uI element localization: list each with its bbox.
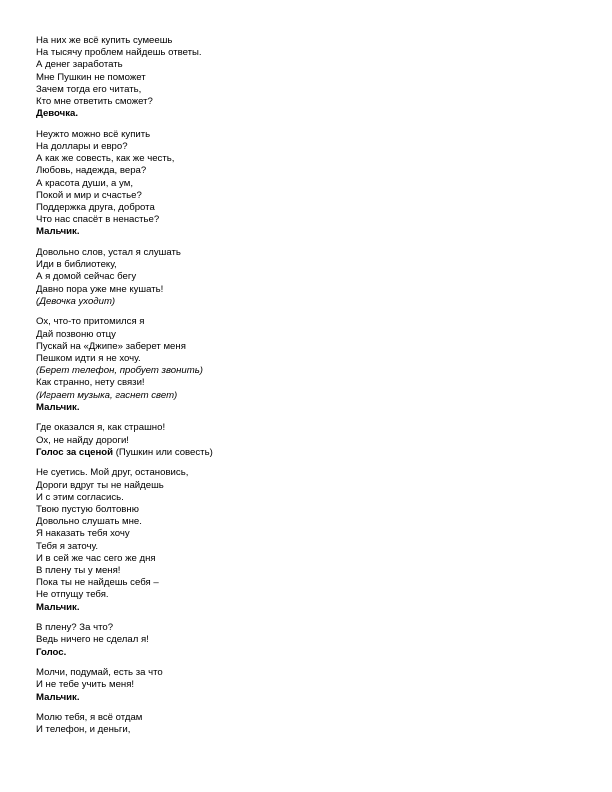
speaker-note: (Пушкин или совесть) xyxy=(113,446,213,458)
verse-line xyxy=(36,271,576,283)
verse-line xyxy=(36,565,576,577)
verse-line xyxy=(36,480,576,492)
stage-direction xyxy=(36,390,576,402)
line-text: Кто мне ответить сможет? xyxy=(36,96,153,108)
line-text: Давно пора уже мне кушать! xyxy=(36,283,164,295)
line-text: Покой и мир и счастье? xyxy=(36,189,142,201)
verse-line xyxy=(36,553,576,565)
verse-line xyxy=(36,316,576,328)
line-text: Пускай на «Джипе» заберет меня xyxy=(36,340,186,352)
verse-line xyxy=(36,577,576,589)
line-text: Зачем тогда его читать, xyxy=(36,83,142,95)
verse-line xyxy=(36,284,576,296)
line-text: Голос за сценой xyxy=(36,446,114,458)
line-text: А как же совесть, как же честь, xyxy=(36,153,175,165)
line-text: В плену ты у меня! xyxy=(36,565,121,577)
line-text: И не тебе учить меня! xyxy=(36,679,135,691)
line-text: Иди в библиотеку, xyxy=(36,259,117,271)
line-text: Поддержка друга, доброта xyxy=(36,202,155,214)
stanza xyxy=(36,35,576,120)
verse-line xyxy=(36,129,576,141)
line-text: (Играет музыка, гаснет свет) xyxy=(36,389,178,401)
stanza xyxy=(36,247,576,308)
stanza xyxy=(36,667,576,704)
verse-line xyxy=(36,84,576,96)
line-text: Довольно слушать мне. xyxy=(36,516,142,528)
line-text: Пока ты не найдешь себя – xyxy=(36,577,159,589)
line-text: На них же всё купить сумеешь xyxy=(36,35,173,46)
line-text: А денег заработать xyxy=(36,59,123,71)
verse-line xyxy=(36,202,576,214)
verse-line xyxy=(36,435,576,447)
verse-line xyxy=(36,516,576,528)
line-text: Мальчик. xyxy=(36,691,80,703)
verse-line xyxy=(36,422,576,434)
line-text: А я домой сейчас бегу xyxy=(36,271,137,283)
line-text: Девочка. xyxy=(36,108,79,120)
stanza xyxy=(36,712,576,736)
verse-line xyxy=(36,178,576,190)
verse-line xyxy=(36,634,576,646)
line-text: (Девочка уходит) xyxy=(36,295,116,307)
line-text: Голос. xyxy=(36,646,67,658)
speaker-label xyxy=(36,402,576,414)
line-text: И в сей же час сего же дня xyxy=(36,552,156,564)
line-text: Как странно, нету связи! xyxy=(36,377,145,389)
verse-line xyxy=(36,492,576,504)
stanza xyxy=(36,622,576,659)
line-text: А красота души, а ум, xyxy=(36,177,133,189)
verse-line xyxy=(36,165,576,177)
verse-line xyxy=(36,59,576,71)
line-text: Ох, не найду дороги! xyxy=(36,434,129,446)
line-text: Тебя я заточу. xyxy=(36,540,98,552)
line-text: Любовь, надежда, вера? xyxy=(36,165,147,177)
stage-direction xyxy=(36,296,576,308)
line-text: Ох, что-то притомился я xyxy=(36,316,145,328)
speaker-label xyxy=(36,692,576,704)
line-text: И с этим согласись. xyxy=(36,491,124,503)
line-text: Где оказался я, как страшно! xyxy=(36,422,166,434)
verse-line xyxy=(36,622,576,634)
line-text: В плену? За что? xyxy=(36,622,114,634)
line-text: (Берет телефон, пробует звонить) xyxy=(36,365,203,377)
verse-line xyxy=(36,214,576,226)
stanza xyxy=(36,129,576,239)
verse-line xyxy=(36,377,576,389)
line-text: Не отпущу тебя. xyxy=(36,589,109,601)
line-text: Молю тебя, я всё отдам xyxy=(36,712,143,724)
line-text: На тысячу проблем найдешь ответы. xyxy=(36,47,202,59)
line-text: Мальчик. xyxy=(36,401,80,413)
line-text: Мальчик. xyxy=(36,601,80,613)
speaker-label xyxy=(36,226,576,238)
verse-line xyxy=(36,667,576,679)
verse-line xyxy=(36,467,576,479)
speaker-label xyxy=(36,108,576,120)
speaker-label xyxy=(36,447,576,459)
verse-line xyxy=(36,259,576,271)
line-text: Что нас спасёт в ненастье? xyxy=(36,214,160,226)
verse-line xyxy=(36,72,576,84)
speaker-label xyxy=(36,647,576,659)
line-text: Ведь ничего не сделал я! xyxy=(36,634,149,646)
verse-line xyxy=(36,141,576,153)
verse-line xyxy=(36,96,576,108)
verse-line xyxy=(36,47,576,59)
speaker-label xyxy=(36,602,576,614)
line-text: Дай позвоню отцу xyxy=(36,328,116,340)
line-text: Мальчик. xyxy=(36,226,80,238)
line-text: Пешком идти я не хочу. xyxy=(36,353,141,365)
verse-line xyxy=(36,247,576,259)
line-text: Я наказать тебя хочу xyxy=(36,528,130,540)
verse-line xyxy=(36,589,576,601)
line-text: И телефон, и деньги, xyxy=(36,724,131,736)
line-text: Мне Пушкин не поможет xyxy=(36,71,146,83)
stanza xyxy=(36,467,576,613)
verse-line xyxy=(36,724,576,736)
line-text: Неужто можно всё купить xyxy=(36,128,151,140)
stanza xyxy=(36,422,576,459)
verse-line xyxy=(36,35,576,47)
verse-line xyxy=(36,679,576,691)
verse-line xyxy=(36,341,576,353)
line-text: На доллары и евро? xyxy=(36,141,128,153)
line-text: Дороги вдруг ты не найдешь xyxy=(36,479,164,491)
line-text: Довольно слов, устал я слушать xyxy=(36,247,181,259)
stage-direction xyxy=(36,365,576,377)
verse-line xyxy=(36,329,576,341)
verse-line xyxy=(36,504,576,516)
stanza xyxy=(36,316,576,414)
line-text: Не суетись. Мой друг, остановись, xyxy=(36,467,189,479)
verse-line xyxy=(36,153,576,165)
verse-line xyxy=(36,528,576,540)
verse-line xyxy=(36,541,576,553)
verse-line xyxy=(36,353,576,365)
line-text: Твою пустую болтовню xyxy=(36,504,139,516)
line-text: Молчи, подумай, есть за что xyxy=(36,667,163,679)
verse-line xyxy=(36,190,576,202)
play-script-text xyxy=(36,35,576,745)
verse-line xyxy=(36,712,576,724)
